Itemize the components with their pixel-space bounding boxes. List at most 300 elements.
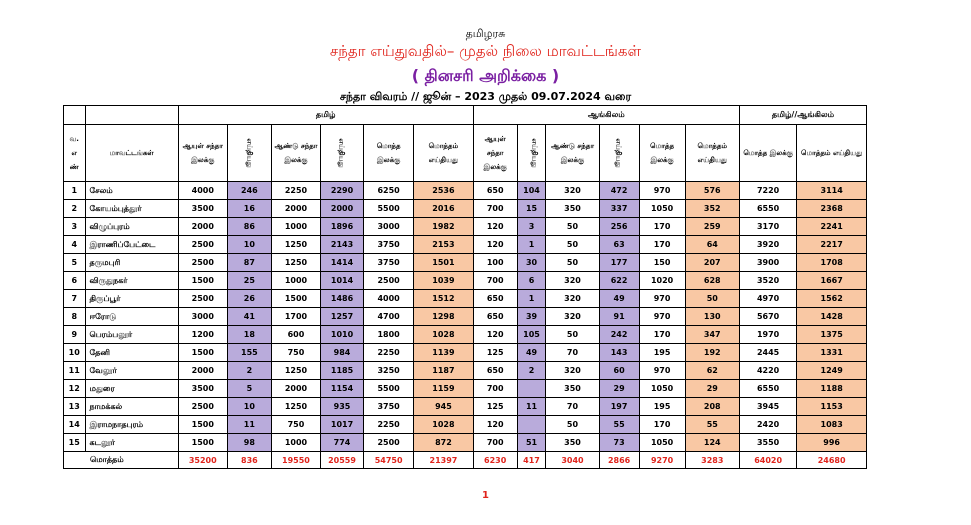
value-cell: 1298 [414, 308, 473, 326]
value-cell: 7220 [739, 182, 796, 200]
table-row [64, 182, 867, 200]
group-header-tamil: தமிழ் [178, 106, 473, 125]
value-cell: 1500 [271, 290, 320, 308]
value-cell: 3500 [178, 380, 227, 398]
value-cell: 350 [546, 200, 599, 218]
value-cell: 1250 [271, 236, 320, 254]
value-cell: 1500 [178, 416, 227, 434]
district-name-cell: கடலூர் [85, 434, 178, 452]
value-cell: 337 [599, 200, 639, 218]
value-cell: 155 [227, 344, 271, 362]
value-cell: 170 [639, 218, 685, 236]
value-cell: 1375 [797, 326, 867, 344]
value-cell: 3250 [364, 362, 414, 380]
value-cell: 600 [271, 326, 320, 344]
blank-header-cell [85, 106, 178, 125]
value-cell: 5500 [364, 200, 414, 218]
total-value-cell: 2866 [599, 452, 639, 469]
table-row [64, 398, 867, 416]
value-cell: 242 [599, 326, 639, 344]
value-cell: 10 [227, 236, 271, 254]
value-cell: 1185 [321, 362, 364, 380]
value-cell: 1000 [271, 272, 320, 290]
value-cell: 320 [546, 362, 599, 380]
value-cell: 91 [599, 308, 639, 326]
value-cell: 170 [639, 236, 685, 254]
serial-number-cell: 3 [64, 218, 86, 236]
value-cell: 872 [414, 434, 473, 452]
value-cell: 3000 [178, 308, 227, 326]
value-cell: 320 [546, 308, 599, 326]
total-value-cell: 35200 [178, 452, 227, 469]
value-cell: 130 [685, 308, 739, 326]
value-cell: 1159 [414, 380, 473, 398]
value-cell: 177 [599, 254, 639, 272]
value-cell: 970 [639, 182, 685, 200]
value-cell: 10 [227, 398, 271, 416]
value-cell: 700 [473, 380, 517, 398]
value-cell: 2000 [321, 200, 364, 218]
value-cell: 1667 [797, 272, 867, 290]
table-row [64, 272, 867, 290]
value-cell: 30 [517, 254, 546, 272]
value-cell: 996 [797, 434, 867, 452]
value-cell: 1187 [414, 362, 473, 380]
group-header-english: ஆங்கிலம் [473, 106, 739, 125]
table-row [64, 380, 867, 398]
value-cell: 650 [473, 362, 517, 380]
value-cell: 1250 [271, 362, 320, 380]
value-cell: 197 [599, 398, 639, 416]
column-header [227, 125, 271, 182]
value-cell: 4220 [739, 362, 796, 380]
value-cell: 3550 [739, 434, 796, 452]
total-value-cell: 3040 [546, 452, 599, 469]
value-cell: 984 [321, 344, 364, 362]
value-cell: 26 [227, 290, 271, 308]
district-name-cell: விருதுநகர் [85, 272, 178, 290]
value-cell: 55 [685, 416, 739, 434]
value-cell: 1154 [321, 380, 364, 398]
value-cell: 2000 [271, 380, 320, 398]
report-period: சந்தா விவரம் // ஜூன் – 2023 முதல் 09.07.2024 வரை [339, 90, 632, 103]
value-cell: 4000 [364, 290, 414, 308]
value-cell: 347 [685, 326, 739, 344]
value-cell: 2536 [414, 182, 473, 200]
value-cell: 25 [227, 272, 271, 290]
total-value-cell: 21397 [414, 452, 473, 469]
serial-number-cell: 4 [64, 236, 86, 254]
value-cell: 105 [517, 326, 546, 344]
value-cell: 1700 [271, 308, 320, 326]
table-row [64, 236, 867, 254]
value-cell: 2000 [178, 362, 227, 380]
value-cell: 5 [227, 380, 271, 398]
value-cell: 945 [414, 398, 473, 416]
value-cell: 16 [227, 200, 271, 218]
value-cell: 29 [599, 380, 639, 398]
serial-number-cell: 8 [64, 308, 86, 326]
district-name-cell: தேனி [85, 344, 178, 362]
value-cell: 150 [639, 254, 685, 272]
serial-number-cell: 6 [64, 272, 86, 290]
serial-number-cell: 14 [64, 416, 86, 434]
column-header [599, 125, 639, 182]
district-name-cell: மதுரை [85, 380, 178, 398]
value-cell: 1017 [321, 416, 364, 434]
total-row [64, 452, 867, 469]
value-cell: 5500 [364, 380, 414, 398]
value-cell: 5670 [739, 308, 796, 326]
total-value-cell: 64020 [739, 452, 796, 469]
value-cell: 3 [517, 218, 546, 236]
serial-number-cell: 13 [64, 398, 86, 416]
value-cell: 3114 [797, 182, 867, 200]
group-header-row [64, 106, 867, 125]
total-value-cell: 20559 [321, 452, 364, 469]
value-cell: 1083 [797, 416, 867, 434]
value-cell: 29 [685, 380, 739, 398]
value-cell: 700 [473, 272, 517, 290]
table-row [64, 326, 867, 344]
value-cell: 120 [473, 416, 517, 434]
value-cell: 1014 [321, 272, 364, 290]
value-cell: 120 [473, 236, 517, 254]
table-row [64, 200, 867, 218]
value-cell: 1000 [271, 434, 320, 452]
value-cell: 628 [685, 272, 739, 290]
value-cell: 1153 [797, 398, 867, 416]
value-cell: 86 [227, 218, 271, 236]
value-cell: 1010 [321, 326, 364, 344]
value-cell: 246 [227, 182, 271, 200]
value-cell: 143 [599, 344, 639, 362]
column-header: ஆண்டு சந்தா இலக்கு [271, 125, 320, 182]
value-cell: 2368 [797, 200, 867, 218]
value-cell: 2500 [178, 254, 227, 272]
value-cell: 120 [473, 218, 517, 236]
value-cell: 2500 [178, 236, 227, 254]
value-cell: 1 [517, 290, 546, 308]
value-cell: 2445 [739, 344, 796, 362]
value-cell: 650 [473, 182, 517, 200]
value-cell: 2000 [178, 218, 227, 236]
district-name-cell: வேலூர் [85, 362, 178, 380]
value-cell: 622 [599, 272, 639, 290]
value-cell: 125 [473, 398, 517, 416]
value-cell: 1800 [364, 326, 414, 344]
value-cell: 3520 [739, 272, 796, 290]
total-label: மொத்தம் [64, 452, 179, 469]
table-row [64, 308, 867, 326]
total-value-cell: 417 [517, 452, 546, 469]
value-cell: 1562 [797, 290, 867, 308]
value-cell [517, 416, 546, 434]
value-cell: 1200 [178, 326, 227, 344]
value-cell [517, 380, 546, 398]
column-header: மொத்தம் எய்தியது [685, 125, 739, 182]
value-cell: 6 [517, 272, 546, 290]
value-cell: 2500 [178, 290, 227, 308]
column-header: மொத்தம் எய்தியது [797, 125, 867, 182]
district-name-cell: இராமநாதபுரம் [85, 416, 178, 434]
value-cell: 256 [599, 218, 639, 236]
table-row [64, 416, 867, 434]
column-header-label: எய்தியது [615, 138, 624, 168]
value-cell: 750 [271, 416, 320, 434]
value-cell: 1257 [321, 308, 364, 326]
value-cell: 49 [517, 344, 546, 362]
value-cell: 2500 [364, 434, 414, 452]
value-cell: 192 [685, 344, 739, 362]
column-header [321, 125, 364, 182]
value-cell: 1500 [178, 344, 227, 362]
value-cell: 750 [271, 344, 320, 362]
value-cell: 1250 [271, 398, 320, 416]
value-cell: 970 [639, 362, 685, 380]
serial-number-cell: 1 [64, 182, 86, 200]
district-name-cell: பெரம்பலூர் [85, 326, 178, 344]
serial-number-cell: 5 [64, 254, 86, 272]
district-name-cell: சேலம் [85, 182, 178, 200]
district-name-cell: இராணிப்பேட்டை [85, 236, 178, 254]
value-cell: 320 [546, 290, 599, 308]
district-name-cell: திருப்பூர் [85, 290, 178, 308]
column-header-label: எய்தியது [245, 138, 254, 168]
value-cell: 15 [517, 200, 546, 218]
value-cell: 3500 [178, 200, 227, 218]
value-cell: 2217 [797, 236, 867, 254]
value-cell: 125 [473, 344, 517, 362]
serial-number-cell: 10 [64, 344, 86, 362]
column-header-row [64, 125, 867, 182]
column-header [517, 125, 546, 182]
blank-header-cell [64, 106, 86, 125]
table-row [64, 362, 867, 380]
serial-number-cell: 12 [64, 380, 86, 398]
value-cell: 4000 [178, 182, 227, 200]
value-cell: 50 [546, 218, 599, 236]
value-cell: 4700 [364, 308, 414, 326]
value-cell: 1028 [414, 326, 473, 344]
value-cell: 1414 [321, 254, 364, 272]
value-cell: 50 [546, 236, 599, 254]
serial-number-cell: 2 [64, 200, 86, 218]
value-cell: 1000 [271, 218, 320, 236]
column-header: மொத்த இலக்கு [364, 125, 414, 182]
total-value-cell: 3283 [685, 452, 739, 469]
value-cell: 320 [546, 272, 599, 290]
value-cell: 1050 [639, 434, 685, 452]
value-cell: 1250 [271, 254, 320, 272]
column-header: மொத்த இலக்கு [639, 125, 685, 182]
value-cell: 170 [639, 416, 685, 434]
serial-number-cell: 7 [64, 290, 86, 308]
value-cell: 55 [599, 416, 639, 434]
value-cell: 63 [599, 236, 639, 254]
page-number: 1 [482, 490, 489, 501]
column-header: மொத்த இலக்கு [739, 125, 796, 182]
value-cell: 2000 [271, 200, 320, 218]
value-cell: 49 [599, 290, 639, 308]
total-value-cell: 6230 [473, 452, 517, 469]
value-cell: 1020 [639, 272, 685, 290]
value-cell: 472 [599, 182, 639, 200]
value-cell: 73 [599, 434, 639, 452]
value-cell: 100 [473, 254, 517, 272]
value-cell: 1331 [797, 344, 867, 362]
value-cell: 11 [227, 416, 271, 434]
serial-number-cell: 15 [64, 434, 86, 452]
value-cell: 650 [473, 290, 517, 308]
value-cell: 576 [685, 182, 739, 200]
value-cell: 2 [517, 362, 546, 380]
value-cell: 970 [639, 290, 685, 308]
value-cell: 2 [227, 362, 271, 380]
column-header: மாவட்டங்கள் [85, 125, 178, 182]
total-value-cell: 836 [227, 452, 271, 469]
table-row [64, 218, 867, 236]
value-cell: 2241 [797, 218, 867, 236]
total-value-cell: 9270 [639, 452, 685, 469]
table-row [64, 254, 867, 272]
district-name-cell: தருமபுரி [85, 254, 178, 272]
value-cell: 50 [546, 326, 599, 344]
table-row [64, 434, 867, 452]
value-cell: 104 [517, 182, 546, 200]
value-cell: 98 [227, 434, 271, 452]
value-cell: 1486 [321, 290, 364, 308]
serial-number-cell: 11 [64, 362, 86, 380]
value-cell: 1896 [321, 218, 364, 236]
value-cell: 350 [546, 434, 599, 452]
column-header-label: எய்தியது [530, 138, 539, 168]
value-cell: 1428 [797, 308, 867, 326]
report-title: சந்தா எய்துவதில்– முதல் நிலை மாவட்டங்கள் [329, 42, 642, 60]
value-cell: 3750 [364, 236, 414, 254]
value-cell: 2016 [414, 200, 473, 218]
total-value-cell: 19550 [271, 452, 320, 469]
value-cell: 1028 [414, 416, 473, 434]
value-cell: 6250 [364, 182, 414, 200]
district-name-cell: விழுப்புரம் [85, 218, 178, 236]
value-cell: 2500 [364, 272, 414, 290]
value-cell: 6550 [739, 380, 796, 398]
value-cell: 2500 [178, 398, 227, 416]
value-cell: 3900 [739, 254, 796, 272]
value-cell: 11 [517, 398, 546, 416]
value-cell: 1708 [797, 254, 867, 272]
value-cell: 1970 [739, 326, 796, 344]
value-cell: 774 [321, 434, 364, 452]
value-cell: 320 [546, 182, 599, 200]
value-cell: 60 [599, 362, 639, 380]
value-cell: 124 [685, 434, 739, 452]
value-cell: 3750 [364, 398, 414, 416]
value-cell: 195 [639, 398, 685, 416]
column-header: ஆயுள் சந்தா இலக்கு [473, 125, 517, 182]
group-header-combined: தமிழ்//ஆங்கிலம் [739, 106, 866, 125]
value-cell: 51 [517, 434, 546, 452]
value-cell: 41 [227, 308, 271, 326]
column-header: ஆயுள் சந்தா இலக்கு [178, 125, 227, 182]
total-value-cell: 24680 [797, 452, 867, 469]
district-name-cell: கோயம்புத்தூர் [85, 200, 178, 218]
value-cell: 2153 [414, 236, 473, 254]
value-cell: 1982 [414, 218, 473, 236]
organization-name: தமிழரசு [465, 27, 506, 40]
value-cell: 62 [685, 362, 739, 380]
subscription-table [63, 105, 867, 469]
value-cell: 70 [546, 398, 599, 416]
value-cell: 70 [546, 344, 599, 362]
value-cell: 1039 [414, 272, 473, 290]
value-cell: 2250 [364, 344, 414, 362]
value-cell: 2290 [321, 182, 364, 200]
value-cell: 700 [473, 434, 517, 452]
value-cell: 50 [546, 416, 599, 434]
value-cell: 64 [685, 236, 739, 254]
value-cell: 2143 [321, 236, 364, 254]
value-cell: 700 [473, 200, 517, 218]
value-cell: 4970 [739, 290, 796, 308]
value-cell: 87 [227, 254, 271, 272]
value-cell: 50 [546, 254, 599, 272]
value-cell: 3750 [364, 254, 414, 272]
value-cell: 650 [473, 308, 517, 326]
value-cell: 2250 [271, 182, 320, 200]
value-cell: 208 [685, 398, 739, 416]
value-cell: 170 [639, 326, 685, 344]
district-name-cell: நாமக்கல் [85, 398, 178, 416]
value-cell: 1500 [178, 272, 227, 290]
value-cell: 3000 [364, 218, 414, 236]
value-cell: 259 [685, 218, 739, 236]
value-cell: 18 [227, 326, 271, 344]
value-cell: 1501 [414, 254, 473, 272]
value-cell: 2250 [364, 416, 414, 434]
column-header: வ. எ ண் [64, 125, 86, 182]
value-cell: 1500 [178, 434, 227, 452]
value-cell: 350 [546, 380, 599, 398]
value-cell: 3920 [739, 236, 796, 254]
value-cell: 352 [685, 200, 739, 218]
value-cell: 1512 [414, 290, 473, 308]
report-subtitle: ( தினசரி அறிக்கை ) [411, 66, 560, 85]
table-row [64, 344, 867, 362]
value-cell: 6550 [739, 200, 796, 218]
column-header-label: எய்தியது [338, 138, 347, 168]
value-cell: 1249 [797, 362, 867, 380]
value-cell: 970 [639, 308, 685, 326]
value-cell: 120 [473, 326, 517, 344]
value-cell: 1 [517, 236, 546, 254]
value-cell: 1050 [639, 200, 685, 218]
value-cell: 1050 [639, 380, 685, 398]
value-cell: 207 [685, 254, 739, 272]
value-cell: 1188 [797, 380, 867, 398]
value-cell: 935 [321, 398, 364, 416]
column-header: மொத்தம் எய்தியது [414, 125, 473, 182]
district-name-cell: ஈரோடு [85, 308, 178, 326]
column-header: ஆண்டு சந்தா இலக்கு [546, 125, 599, 182]
value-cell: 2420 [739, 416, 796, 434]
value-cell: 3945 [739, 398, 796, 416]
value-cell: 1139 [414, 344, 473, 362]
value-cell: 195 [639, 344, 685, 362]
value-cell: 50 [685, 290, 739, 308]
total-value-cell: 54750 [364, 452, 414, 469]
